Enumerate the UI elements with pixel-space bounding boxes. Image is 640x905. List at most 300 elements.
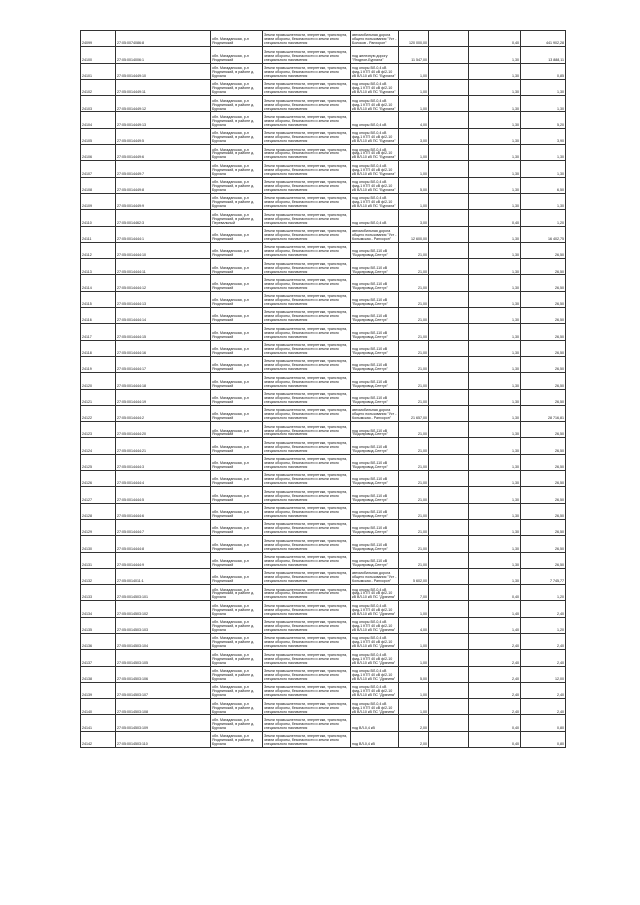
table-row [81, 356, 566, 372]
table-row [81, 210, 566, 226]
area: 21,00 [399, 389, 429, 405]
empty-cell [429, 210, 469, 226]
area: 21,00 [399, 373, 429, 389]
row-id: 24117 [81, 324, 116, 340]
empty-cell [429, 308, 469, 324]
empty-cell [429, 112, 469, 128]
table-row [81, 373, 566, 389]
sum: 1,20 [521, 210, 566, 226]
land-category: Земли промышленности, энергетики, транспорта, земли обороны, безопасности и земли иного специального назначения [263, 617, 351, 633]
address: обл. Магаданская, р-н Ягоднинский, в районе д. Бурхала [211, 193, 263, 209]
rate: 1,30 [469, 308, 521, 324]
cadastral-number: 27:05:0014444:6 [116, 503, 211, 519]
empty-cell [429, 161, 469, 177]
row-id: 24110 [81, 210, 116, 226]
rate: 1,40 [469, 601, 521, 617]
sum: 26,50 [521, 471, 566, 487]
row-id: 24104 [81, 112, 116, 128]
land-category: Земли промышленности, энергетики, транспорта, земли обороны, безопасности и земли иного специального назначения [263, 226, 351, 242]
area: 3,00 [399, 128, 429, 144]
sum: 1,30 [521, 161, 566, 177]
cadastral-number: 27:05:0014444:4 [116, 471, 211, 487]
row-id: 24142 [81, 731, 116, 747]
row-id: 24137 [81, 650, 116, 666]
table-row [81, 112, 566, 128]
row-id: 24108 [81, 177, 116, 193]
rate: 1,30 [469, 405, 521, 421]
table-row [81, 128, 566, 144]
sum: 2,40 [521, 601, 566, 617]
permitted-use: под опоры ВЛ-110 кВ "Водопровод-Сентух" [351, 438, 399, 454]
sum: 26,50 [521, 324, 566, 340]
empty-cell [429, 666, 469, 682]
permitted-use: под опоры ВЛ-110 кВ "Водопровод-Сентух" [351, 356, 399, 372]
cadastral-number: 27:05:0014006:1 [116, 47, 211, 63]
permitted-use: под опоры ВЛ-110 кВ "Водопровод-Сентух" [351, 454, 399, 470]
land-category: Земли промышленности, энергетики, транспорта, земли обороны, безопасности и земли иного специального назначения [263, 31, 351, 47]
area: 21,00 [399, 340, 429, 356]
permitted-use: под опоры ВЛ-0,4 кВ фид-1 КТП 40 кВ ф/2-10 кВ ВЛ-10 кВ ПС "Дрягина" [351, 699, 399, 715]
sum: 2,40 [521, 682, 566, 698]
area: 2,00 [399, 731, 429, 747]
permitted-use: под опоры ВЛ-0,4 кВ фид-1 КТП 40 кВ ф/2-10 кВ ВЛ-10 кВ ПС "Дрягина" [351, 633, 399, 649]
empty-cell [429, 699, 469, 715]
sum: 26,50 [521, 275, 566, 291]
permitted-use: под ВЛ-0,4 кВ [351, 731, 399, 747]
area: 1,00 [399, 161, 429, 177]
land-category: Земли промышленности, энергетики, транспорта, земли обороны, безопасности и земли иного специального назначения [263, 503, 351, 519]
cadastral-number: 27:05:0014449:9 [116, 193, 211, 209]
table-row [81, 31, 566, 47]
address: обл. Магаданская, р-н Ягоднинский [211, 536, 263, 552]
address: обл. Магаданская, р-н Ягоднинский, в районе д. Бурхала [211, 112, 263, 128]
cadastral-number: 27:05:0014444:11 [116, 259, 211, 275]
empty-cell [429, 617, 469, 633]
address: обл. Магаданская, р-н Ягоднинский, в районе д. Бурхала [211, 79, 263, 95]
cadastral-number: 27:05:0074086:8 [116, 31, 211, 47]
row-id: 24112 [81, 242, 116, 258]
area: 1,00 [399, 601, 429, 617]
sum: 0,85 [521, 63, 566, 79]
rate: 1,30 [469, 373, 521, 389]
address: обл. Магаданская, р-н Ягоднинский [211, 438, 263, 454]
address: обл. Магаданская, р-н Ягоднинский [211, 454, 263, 470]
land-category: Земли промышленности, энергетики, транспорта, земли обороны, безопасности и земли иного специального назначения [263, 585, 351, 601]
land-category: Земли промышленности, энергетики, транспорта, земли обороны, безопасности и земли иного специального назначения [263, 373, 351, 389]
area: 21,00 [399, 422, 429, 438]
table-row [81, 145, 566, 161]
row-id: 24103 [81, 96, 116, 112]
land-plot-table [80, 30, 566, 748]
sum: 1,30 [521, 79, 566, 95]
permitted-use: под опоры ВЛ-110 кВ "Водопровод-Сентух" [351, 503, 399, 519]
table-row [81, 291, 566, 307]
permitted-use: под опоры ВЛ-0,4 кВ фид-1 КТП 40 кВ ф/2-10 кВ ВЛ-10 кВ ПС "Бурхала" [351, 193, 399, 209]
cadastral-number: 27:05:0014503:106 [116, 666, 211, 682]
table-row [81, 585, 566, 601]
empty-cell [429, 633, 469, 649]
empty-cell [429, 601, 469, 617]
permitted-use: под опоры ВЛ-0,4 кВ фид-1 КТП 40 кВ ф/2-10 кВ ВЛ-10 кВ ПС "Дрягина" [351, 650, 399, 666]
empty-cell [429, 585, 469, 601]
table-row [81, 242, 566, 258]
row-id: 24133 [81, 585, 116, 601]
address: обл. Магаданская, р-н Ягоднинский [211, 324, 263, 340]
area: 1,00 [399, 193, 429, 209]
empty-cell [429, 503, 469, 519]
cadastral-number: 27:05:0014503:105 [116, 650, 211, 666]
table-row [81, 389, 566, 405]
address: обл. Магаданская, р-н Ягоднинский, в районе д. Бурхала [211, 731, 263, 747]
empty-cell [429, 177, 469, 193]
table-row [81, 699, 566, 715]
table-row [81, 568, 566, 584]
permitted-use: под опоры ВЛ-110 кВ "Водопровод-Сентух" [351, 487, 399, 503]
land-category: Земли промышленности, энергетики, транспорта, земли обороны, безопасности и земли иного специального назначения [263, 291, 351, 307]
permitted-use: автомобильная дорога общего пользования "Уст - Колымская - Ранхорон" [351, 568, 399, 584]
sum: 26,50 [521, 291, 566, 307]
sum: 6,50 [521, 177, 566, 193]
sum: 28 716,81 [521, 405, 566, 421]
row-id: 24131 [81, 552, 116, 568]
area: 21,00 [399, 552, 429, 568]
rate: 0,40 [469, 210, 521, 226]
permitted-use: под опоры ВЛ-110 кВ "Водопровод-Сентух" [351, 536, 399, 552]
land-category: Земли промышленности, энергетики, транспорта, земли обороны, безопасности и земли иного специального назначения [263, 177, 351, 193]
land-category: Земли промышленности, энергетики, транспорта, земли обороны, безопасности и земли иного специального назначения [263, 405, 351, 421]
sum: 2,40 [521, 650, 566, 666]
permitted-use: под опоры ВЛ-0,4 кВ фид-1 КТП 40 кВ ф/2-10 кВ ВЛ-10 кВ ПС "Дрягина" [351, 585, 399, 601]
land-category: Земли промышленности, энергетики, транспорта, земли обороны, безопасности и земли иного специального назначения [263, 487, 351, 503]
rate: 1,30 [469, 161, 521, 177]
permitted-use: под опоры ВЛ-0,4 кВ фид-1 КТП 40 кВ ф/2-10 кВ ВЛ-10 кВ ПС "Бурхала" [351, 161, 399, 177]
table-row [81, 438, 566, 454]
sum: 1,20 [521, 585, 566, 601]
empty-cell [429, 259, 469, 275]
rate: 1,30 [469, 145, 521, 161]
area: 21,00 [399, 471, 429, 487]
sum: 26,50 [521, 519, 566, 535]
empty-cell [429, 340, 469, 356]
land-category: Земли промышленности, энергетики, транспорта, земли обороны, безопасности и земли иного специального назначения [263, 275, 351, 291]
permitted-use: под опоры ВЛ-110 кВ "Водопровод-Сентух" [351, 308, 399, 324]
table-row [81, 536, 566, 552]
land-category: Земли промышленности, энергетики, транспорта, земли обороны, безопасности и земли иного специального назначения [263, 324, 351, 340]
address: обл. Магаданская, р-н Ягоднинский [211, 47, 263, 63]
area: 21,00 [399, 259, 429, 275]
area: 1,00 [399, 682, 429, 698]
empty-cell [429, 438, 469, 454]
cadastral-number: 27:05:0014449:8 [116, 177, 211, 193]
cadastral-number: 27:05:0014444:12 [116, 275, 211, 291]
row-id: 24127 [81, 487, 116, 503]
row-id: 24116 [81, 308, 116, 324]
permitted-use: под опоры ВЛ-0,4 кВ фид-1 КТП 40 кВ ф/2-10 кВ ВЛ-10 кВ ПС "Бурхала" [351, 177, 399, 193]
table-row [81, 454, 566, 470]
cadastral-number: 27:05:0014449:11 [116, 79, 211, 95]
cadastral-number: 27:05:0014444:18 [116, 373, 211, 389]
area: 4,00 [399, 617, 429, 633]
empty-cell [429, 487, 469, 503]
cadastral-number: 27:05:0014444:21 [116, 438, 211, 454]
row-id: 24129 [81, 519, 116, 535]
empty-cell [429, 145, 469, 161]
row-id: 24111 [81, 226, 116, 242]
table-row [81, 601, 566, 617]
table-row [81, 422, 566, 438]
empty-cell [429, 405, 469, 421]
sum: 26,50 [521, 356, 566, 372]
cadastral-number: 27:05:0014449:7 [116, 161, 211, 177]
sum: 3,90 [521, 128, 566, 144]
sum: 26,50 [521, 389, 566, 405]
table-row [81, 79, 566, 95]
sum: 13 888,11 [521, 47, 566, 63]
land-category: Земли промышленности, энергетики, транспорта, земли обороны, безопасности и земли иного специального назначения [263, 552, 351, 568]
address: обл. Магаданская, р-н Ягоднинский, в районе д. Бурхала [211, 161, 263, 177]
rate: 2,40 [469, 666, 521, 682]
address: обл. Магаданская, р-н Ягоднинский, в районе д. Бурхала [211, 96, 263, 112]
sum: 26,50 [521, 454, 566, 470]
rate: 0,40 [469, 731, 521, 747]
sum: 1,30 [521, 193, 566, 209]
table-row [81, 650, 566, 666]
empty-cell [429, 128, 469, 144]
area: 5,00 [399, 666, 429, 682]
row-id: 24099 [81, 31, 116, 47]
land-category: Земли промышленности, энергетики, транспорта, земли обороны, безопасности и земли иного специального назначения [263, 666, 351, 682]
land-category: Земли промышленности, энергетики, транспорта, земли обороны, безопасности и земли иного специального назначения [263, 128, 351, 144]
empty-cell [429, 471, 469, 487]
area: 21,00 [399, 438, 429, 454]
address: обл. Магаданская, р-н Ягоднинский, в районе д. Бурхала [211, 63, 263, 79]
area: 1,00 [399, 633, 429, 649]
sum: 12,00 [521, 666, 566, 682]
cadastral-number: 27:05:0014462:3 [116, 210, 211, 226]
permitted-use: под опоры ВЛ-0,4 кВ [351, 210, 399, 226]
land-category: Земли промышленности, энергетики, транспорта, земли обороны, безопасности и земли иного специального назначения [263, 112, 351, 128]
address: обл. Магаданская, р-н Ягоднинский [211, 308, 263, 324]
table-row [81, 503, 566, 519]
address: обл. Магаданская, р-н Ягоднинский, в районе д. Бурхала [211, 617, 263, 633]
table-row [81, 193, 566, 209]
table-row [81, 519, 566, 535]
sum: 5,20 [521, 112, 566, 128]
permitted-use: под опоры ВЛ-110 кВ "Водопровод-Сентух" [351, 275, 399, 291]
permitted-use: под опоры ВЛ-0,4 кВ фид-1 КТП 40 кВ ф/2-10 кВ ВЛ-10 кВ ПС "Бурхала" [351, 128, 399, 144]
permitted-use: под железную дорогу "Ягодное-Бурхала" [351, 47, 399, 63]
empty-cell [429, 324, 469, 340]
cadastral-number: 27:05:0014503:103 [116, 617, 211, 633]
address: обл. Магаданская, р-н Ягоднинский, в районе д. Бурхала [211, 145, 263, 161]
permitted-use: под опоры ВЛ-110 кВ "Водопровод-Сентух" [351, 519, 399, 535]
area: 21,00 [399, 503, 429, 519]
sum: 0,80 [521, 715, 566, 731]
area: 21,00 [399, 308, 429, 324]
empty-cell [429, 389, 469, 405]
sum: 2,40 [521, 633, 566, 649]
rate: 0,40 [469, 31, 521, 47]
area: 21,00 [399, 291, 429, 307]
sum: 26,50 [521, 308, 566, 324]
empty-cell [429, 568, 469, 584]
cadastral-number: 27:05:0014449:5 [116, 128, 211, 144]
empty-cell [429, 373, 469, 389]
cadastral-number: 27:05:0014444:17 [116, 356, 211, 372]
rate: 1,30 [469, 356, 521, 372]
empty-cell [429, 79, 469, 95]
area: 1,00 [399, 145, 429, 161]
land-category: Земли промышленности, энергетики, транспорта, земли обороны, безопасности и земли иного специального назначения [263, 145, 351, 161]
table-row [81, 275, 566, 291]
land-category: Земли промышленности, энергетики, транспорта, земли обороны, безопасности и земли иного специального назначения [263, 633, 351, 649]
rate: 1,30 [469, 242, 521, 258]
permitted-use: под опоры ВЛ-110 кВ "Водопровод-Сентух" [351, 373, 399, 389]
table-row [81, 471, 566, 487]
cadastral-number: 27:05:0014444:2 [116, 405, 211, 421]
land-category: Земли промышленности, энергетики, транспорта, земли обороны, безопасности и земли иного специального назначения [263, 308, 351, 324]
area: 5 602,00 [399, 568, 429, 584]
empty-cell [429, 715, 469, 731]
cadastral-number: 27:05:0014503:104 [116, 633, 211, 649]
address: обл. Магаданская, р-н Ягоднинский [211, 519, 263, 535]
row-id: 24140 [81, 699, 116, 715]
permitted-use: под опоры ВЛ-0,4 кВ фид-1 КТП 40 кВ ф/2-10 кВ ВЛ-10 кВ ПС "Бурхала" [351, 145, 399, 161]
permitted-use: под опоры ВЛ-110 кВ "Водопровод-Сентух" [351, 471, 399, 487]
table-row [81, 633, 566, 649]
rate: 2,40 [469, 699, 521, 715]
table-row [81, 617, 566, 633]
row-id: 24119 [81, 356, 116, 372]
permitted-use: под опоры ВЛ-110 кВ "Водопровод-Сентух" [351, 324, 399, 340]
rate: 1,30 [469, 96, 521, 112]
table-row [81, 324, 566, 340]
row-id: 24136 [81, 633, 116, 649]
empty-cell [429, 422, 469, 438]
address: обл. Магаданская, р-н Ягоднинский [211, 422, 263, 438]
permitted-use: под опоры ВЛ-0,4 кВ фид-1 КТП 40 кВ ф/2-10 кВ ВЛ-10 кВ ПС "Бурхала" [351, 79, 399, 95]
table-row [81, 405, 566, 421]
address: обл. Магаданская, р-н Ягоднинский, в районе д. Бурхала [211, 650, 263, 666]
row-id: 24139 [81, 682, 116, 698]
address: обл. Магаданская, р-н Ягоднинский [211, 340, 263, 356]
row-id: 24118 [81, 340, 116, 356]
row-id: 24123 [81, 422, 116, 438]
rate: 1,30 [469, 552, 521, 568]
rate: 1,30 [469, 47, 521, 63]
rate: 2,40 [469, 633, 521, 649]
area: 12 600,00 [399, 226, 429, 242]
address: обл. Магаданская, р-н Ягоднинский [211, 471, 263, 487]
empty-cell [429, 291, 469, 307]
table-row [81, 161, 566, 177]
area: 7,00 [399, 585, 429, 601]
address: обл. Магаданская, р-н Ягоднинский, в районе д. Бурхала [211, 715, 263, 731]
sum: 26,50 [521, 536, 566, 552]
land-category: Земли промышленности, энергетики, транспорта, земли обороны, безопасности и земли иного специального назначения [263, 161, 351, 177]
land-category: Земли промышленности, энергетики, транспорта, земли обороны, безопасности и земли иного специального назначения [263, 356, 351, 372]
row-id: 24102 [81, 79, 116, 95]
empty-cell [429, 519, 469, 535]
empty-cell [429, 226, 469, 242]
empty-cell [429, 536, 469, 552]
empty-cell [429, 650, 469, 666]
rate: 1,30 [469, 471, 521, 487]
sum: 26,50 [521, 552, 566, 568]
table-row [81, 308, 566, 324]
address: обл. Магаданская, р-н Ягоднинский [211, 373, 263, 389]
sum: 16 402,75 [521, 226, 566, 242]
cadastral-number: 27:05:0014503:110 [116, 731, 211, 747]
row-id: 24141 [81, 715, 116, 731]
land-category: Земли промышленности, энергетики, транспорта, земли обороны, безопасности и земли иного специального назначения [263, 63, 351, 79]
row-id: 24130 [81, 536, 116, 552]
land-category: Земли промышленности, энергетики, транспорта, земли обороны, безопасности и земли иного специального назначения [263, 210, 351, 226]
row-id: 24101 [81, 63, 116, 79]
address: обл. Магаданская, р-н Ягоднинский, в районе д. Перевальный [211, 210, 263, 226]
rate: 1,30 [469, 275, 521, 291]
cadastral-number: 27:05:0014444:8 [116, 536, 211, 552]
row-id: 24107 [81, 161, 116, 177]
cadastral-number: 27:05:0014011:1 [116, 568, 211, 584]
rate: 1,30 [469, 422, 521, 438]
permitted-use: под опоры ВЛ-110 кВ "Водопровод-Сентух" [351, 291, 399, 307]
sum: 1,30 [521, 96, 566, 112]
rate: 1,30 [469, 112, 521, 128]
table-row [81, 682, 566, 698]
rate: 0,40 [469, 585, 521, 601]
area: 21,00 [399, 454, 429, 470]
rate: 0,40 [469, 715, 521, 731]
land-category: Земли промышленности, энергетики, транспорта, земли обороны, безопасности и земли иного специального назначения [263, 471, 351, 487]
address: обл. Магаданская, р-н Ягоднинский [211, 356, 263, 372]
rate: 1,30 [469, 340, 521, 356]
row-id: 24121 [81, 389, 116, 405]
land-category: Земли промышленности, энергетики, транспорта, земли обороны, безопасности и земли иного специального назначения [263, 389, 351, 405]
row-id: 24126 [81, 471, 116, 487]
land-category: Земли промышленности, энергетики, транспорта, земли обороны, безопасности и земли иного специального назначения [263, 47, 351, 63]
permitted-use: под опоры ВЛ-110 кВ "Водопровод-Сентух" [351, 552, 399, 568]
empty-cell [429, 454, 469, 470]
rate: 1,30 [469, 291, 521, 307]
area: 21,00 [399, 519, 429, 535]
cadastral-number: 27:05:0014449:10 [116, 63, 211, 79]
land-category: Земли промышленности, энергетики, транспорта, земли обороны, безопасности и земли иного специального назначения [263, 438, 351, 454]
rate: 1,30 [469, 568, 521, 584]
address: обл. Магаданская, р-н Ягоднинский, в районе д. Бурхала [211, 666, 263, 682]
row-id: 24134 [81, 601, 116, 617]
table-row [81, 96, 566, 112]
table-row [81, 47, 566, 63]
address: обл. Магаданская, р-н Ягоднинский [211, 259, 263, 275]
permitted-use: автомобильная дорога общего пользования "Уст - Колымская - Ранхорон" [351, 226, 399, 242]
land-category: Земли промышленности, энергетики, транспорта, земли обороны, безопасности и земли иного специального назначения [263, 422, 351, 438]
area: 1,00 [399, 79, 429, 95]
rate: 1,30 [469, 438, 521, 454]
area: 21,00 [399, 242, 429, 258]
permitted-use: под опоры ВЛ-0,4 кВ фид-1 КТП 40 кВ ф/2-10 кВ ВЛ-10 кВ ПС "Бурхала" [351, 63, 399, 79]
land-category: Земли промышленности, энергетики, транспорта, земли обороны, безопасности и земли иного специального назначения [263, 682, 351, 698]
row-id: 24135 [81, 617, 116, 633]
row-id: 24132 [81, 568, 116, 584]
row-id: 24138 [81, 666, 116, 682]
sum: 26,50 [521, 487, 566, 503]
land-category: Земли промышленности, энергетики, транспорта, земли обороны, безопасности и земли иного специального назначения [263, 193, 351, 209]
table-row [81, 731, 566, 747]
empty-cell [429, 682, 469, 698]
land-category: Земли промышленности, энергетики, транспорта, земли обороны, безопасности и земли иного специального назначения [263, 536, 351, 552]
row-id: 24100 [81, 47, 116, 63]
